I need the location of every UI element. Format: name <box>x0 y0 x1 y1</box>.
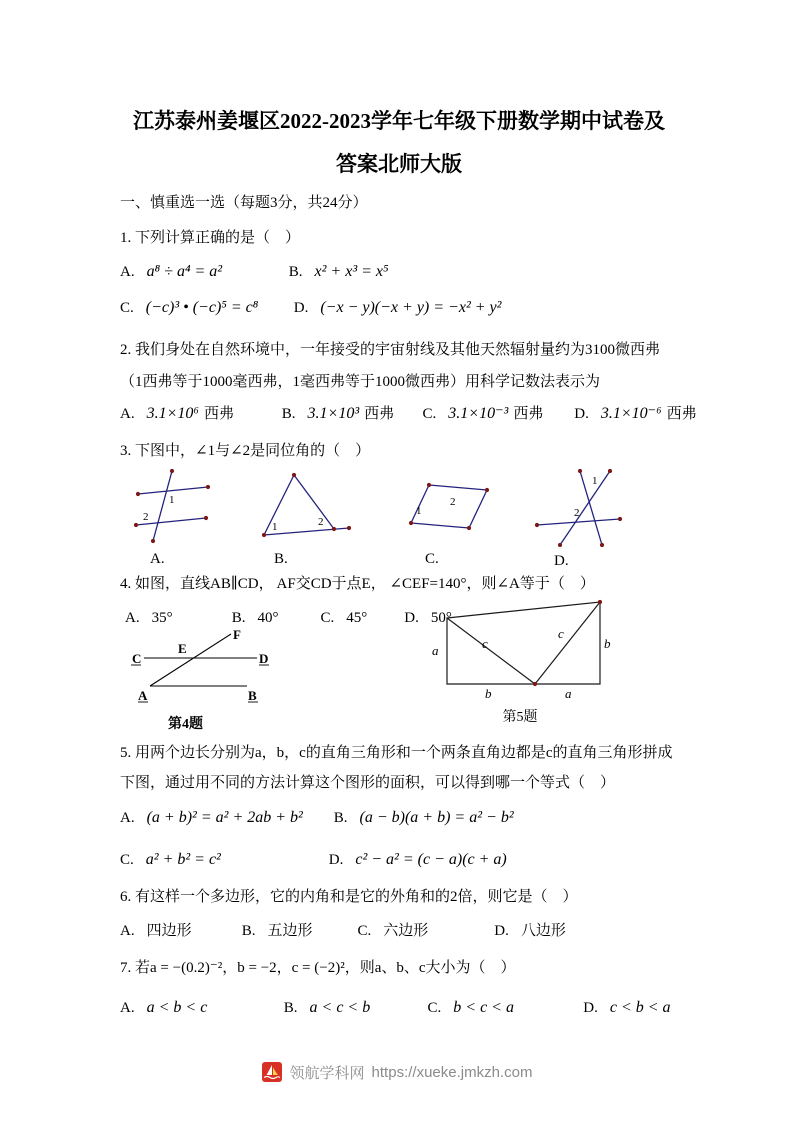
exam-title <box>120 100 678 186</box>
q4-figure-block <box>130 628 280 733</box>
q5-option-c <box>120 848 325 872</box>
q6-option-b-label: B. <box>241 923 256 939</box>
q7-option-d-value: c < b < a <box>609 999 671 1016</box>
q3-figure-b-angle-1: 1 <box>272 521 278 533</box>
q5-label-bottom-b: b <box>485 686 492 700</box>
q2-option-c-value: 3.1×10⁻³ <box>448 405 509 422</box>
site-logo-icon <box>261 1061 283 1083</box>
q2-option-b <box>282 402 419 426</box>
q2-option-b-label: B. <box>281 406 296 422</box>
q6-option-b-value: 五边形 <box>267 923 313 939</box>
q7-option-c-value: b < c < a <box>453 999 514 1016</box>
q2-option-a-value: 3.1×10⁶ <box>146 405 199 422</box>
q7-option-b-value: a < c < b <box>309 999 371 1016</box>
q4-option-b-label: B. <box>231 610 246 626</box>
q2-option-d-unit: 西弗 <box>666 406 697 422</box>
q1-option-a-label: A. <box>120 264 135 280</box>
q4-figure-caption: 第4题 <box>168 717 203 732</box>
q3-figure-c-lines <box>411 485 487 528</box>
q4-figures-area <box>120 598 678 738</box>
q1-option-c-formula: (−c)³ • (−c)⁵ = c⁸ <box>145 299 259 316</box>
q5-label-right-b: b <box>604 636 611 651</box>
q7-options-row <box>120 996 678 1020</box>
q6-option-d-value: 八边形 <box>520 923 566 939</box>
q3-figure-b-block <box>252 467 352 568</box>
q3-figure-a-block <box>128 467 223 568</box>
q3-figure-c <box>403 467 493 545</box>
q2-option-d-label: D. <box>574 406 589 422</box>
q1-options-row-2 <box>120 296 678 320</box>
q6-options-row <box>120 919 678 943</box>
q5-figure-block <box>425 598 615 726</box>
q4-option-b <box>232 606 317 630</box>
q6-option-d-label: D. <box>494 923 509 939</box>
q5-option-c-formula: a² + b² = c² <box>145 851 221 868</box>
q2-option-b-value: 3.1×10³ <box>307 405 360 422</box>
q4-option-c-value: 45° <box>346 610 368 626</box>
exam-content <box>120 0 697 1020</box>
q5-option-a <box>120 806 330 830</box>
q5-figure-lines <box>447 602 600 684</box>
q4-stem: 4. 如图，直线AB∥CD， AF交CD于点E， ∠CEF=140°，则∠A等于（ ） <box>120 576 595 592</box>
q1-option-d <box>294 296 502 320</box>
q5-option-a-formula: (a + b)² = a² + 2ab + b² <box>146 809 303 826</box>
q4-point-f: F <box>233 628 241 642</box>
q5-option-b <box>334 806 514 830</box>
q2-option-b-unit: 西弗 <box>364 406 395 422</box>
q6-option-b <box>242 919 354 943</box>
q1-option-c <box>120 296 290 320</box>
q3-figure-a <box>128 467 223 545</box>
title-line-2: 答案北师大版 <box>336 152 462 176</box>
footer-watermark <box>0 1061 793 1083</box>
q4-option-c-label: C. <box>320 610 335 626</box>
q2-stem: 2. 我们身处在自然环境中，一年接受的宇宙射线及其他天然辐射量约为3100微西弗（1西弗等于1000毫西弗，1毫西弗等于1000微西弗）用科学记数法表示为 <box>120 342 661 390</box>
q4-option-a-value: 35° <box>151 610 173 626</box>
q3-figure-b-angle-2: 2 <box>318 516 324 528</box>
q4-point-d: D <box>259 651 269 666</box>
q1-option-d-formula: (−x − y)(−x + y) = −x² + y² <box>320 299 502 316</box>
q5-option-b-label: B. <box>333 810 348 826</box>
q1-option-a <box>120 260 285 284</box>
q5-option-c-label: C. <box>120 852 134 868</box>
q5-options-row-1 <box>120 806 678 830</box>
q7-option-d <box>583 996 670 1020</box>
q3-figure-b <box>252 467 352 545</box>
q5-option-d-label: D. <box>328 852 344 868</box>
q2-option-a-unit: 西弗 <box>203 406 234 422</box>
q2-option-a-label: A. <box>120 406 135 422</box>
q6-option-c-label: C. <box>357 923 372 939</box>
q3-figure-b-label: B. <box>274 551 288 567</box>
q4-option-a-label: A. <box>125 610 140 626</box>
q1-option-b <box>289 260 389 284</box>
title-line-1: 江苏泰州姜堰区2022-2023学年七年级下册数学期中试卷及 <box>133 109 665 133</box>
q2-option-c <box>423 402 571 426</box>
section-header: 一、慎重选一选（每题3分，共24分） <box>120 195 368 211</box>
q2-option-c-unit: 西弗 <box>513 406 544 422</box>
q5-stem: 5. 用两个边长分别为a，b，c的直角三角形和一个两条直角边都是c的直角三角形拼成下图，通过用不同的方法计算这个图形的面积，可以得到哪一个等式（ ） <box>120 745 673 791</box>
q3-figure-d-block <box>532 467 627 570</box>
q4-option-d-label: D. <box>404 610 419 626</box>
q2-option-a <box>120 402 278 426</box>
q3-stem: 3. 下图中，∠1与∠2是同位角的（ ） <box>120 443 371 459</box>
q3-figure-a-angle-2: 2 <box>143 511 149 523</box>
q7-option-d-label: D. <box>583 1000 598 1016</box>
q7-option-a-value: a < b < c <box>146 999 208 1016</box>
q2-options-row <box>120 402 697 426</box>
q4-option-a <box>125 606 228 630</box>
q4-point-c: C <box>132 651 142 666</box>
q3-figure-d-angle-2: 2 <box>574 507 580 519</box>
q5-label-bottom-a: a <box>565 686 572 700</box>
q6-option-a-label: A. <box>120 923 135 939</box>
q2-option-d-value: 3.1×10⁻⁶ <box>600 405 662 422</box>
q6-option-a-value: 四边形 <box>146 923 192 939</box>
q5-label-hyp-left-c: c <box>482 636 488 651</box>
q3-figure-c-label: C. <box>425 551 439 567</box>
q3-figure-d-label: D. <box>554 553 569 569</box>
q1-stem: 1. 下列计算正确的是（ ） <box>120 230 301 246</box>
q2-option-d <box>574 402 696 426</box>
q1-option-c-label: C. <box>120 300 134 316</box>
q7-option-c-label: C. <box>427 1000 442 1016</box>
q6-option-c-value: 六边形 <box>383 923 429 939</box>
q7-option-b <box>284 996 424 1020</box>
q3-figures-row <box>120 467 678 567</box>
q4-point-a: A <box>138 688 148 703</box>
q6-stem: 6. 有这样一个多边形，它的内角和是它的外角和的2倍，则它是（ ） <box>120 889 578 905</box>
q5-options-row-2 <box>120 848 678 872</box>
footer-site-name: 领航学科网 <box>289 1064 365 1082</box>
q3-figure-d-angle-1: 1 <box>592 475 598 487</box>
q7-option-a-label: A. <box>120 1000 135 1016</box>
q1-option-b-label: B. <box>288 264 303 280</box>
q5-figure-caption: 第5题 <box>502 710 538 725</box>
q3-figure-c-angle-1: 1 <box>416 505 422 517</box>
q5-option-a-label: A. <box>120 810 135 826</box>
q3-figure-d <box>532 467 627 547</box>
q3-figure-a-dots <box>134 469 210 543</box>
q1-option-d-label: D. <box>293 300 309 316</box>
q3-figure-c-angle-2: 2 <box>450 496 456 508</box>
q7-option-b-label: B. <box>283 1000 298 1016</box>
q3-figure-a-label: A. <box>150 551 165 567</box>
q3-figure-a-angle-1: 1 <box>169 494 175 506</box>
q4-figure <box>130 628 280 708</box>
q6-option-a <box>120 919 238 943</box>
q5-label-hyp-right-c: c <box>558 626 564 641</box>
q5-figure <box>425 598 615 700</box>
q7-option-a <box>120 996 280 1020</box>
q5-option-d <box>329 848 507 872</box>
q5-option-b-formula: (a − b)(a + b) = a² − b² <box>359 809 514 826</box>
q4-point-b: B <box>248 688 257 703</box>
q4-point-e: E <box>178 641 187 656</box>
q6-option-d <box>494 919 566 943</box>
q3-figure-a-lines <box>136 471 208 541</box>
q1-option-b-formula: x² + x³ = x⁵ <box>314 263 389 280</box>
q4-options-row <box>125 606 452 630</box>
q7-option-c <box>428 996 580 1020</box>
q3-figure-c-block <box>403 467 493 568</box>
q4-option-d-value: 50° <box>430 610 452 626</box>
q4-option-c <box>321 606 401 630</box>
q5-label-left-a: a <box>432 643 439 658</box>
q1-options-row-1 <box>120 260 678 284</box>
q6-option-c <box>358 919 491 943</box>
q1-option-a-formula: a⁸ ÷ a⁴ = a² <box>146 263 223 280</box>
q7-stem: 7. 若a = −(0.2)⁻²，b = −2，c = (−2)²，则a、b、c大小为（ ） <box>120 960 516 976</box>
footer-url: https://xueke.jmkzh.com <box>371 1063 533 1081</box>
q2-option-c-label: C. <box>422 406 437 422</box>
q4-option-b-value: 40° <box>257 610 279 626</box>
q5-option-d-formula: c² − a² = (c − a)(c + a) <box>355 851 507 868</box>
